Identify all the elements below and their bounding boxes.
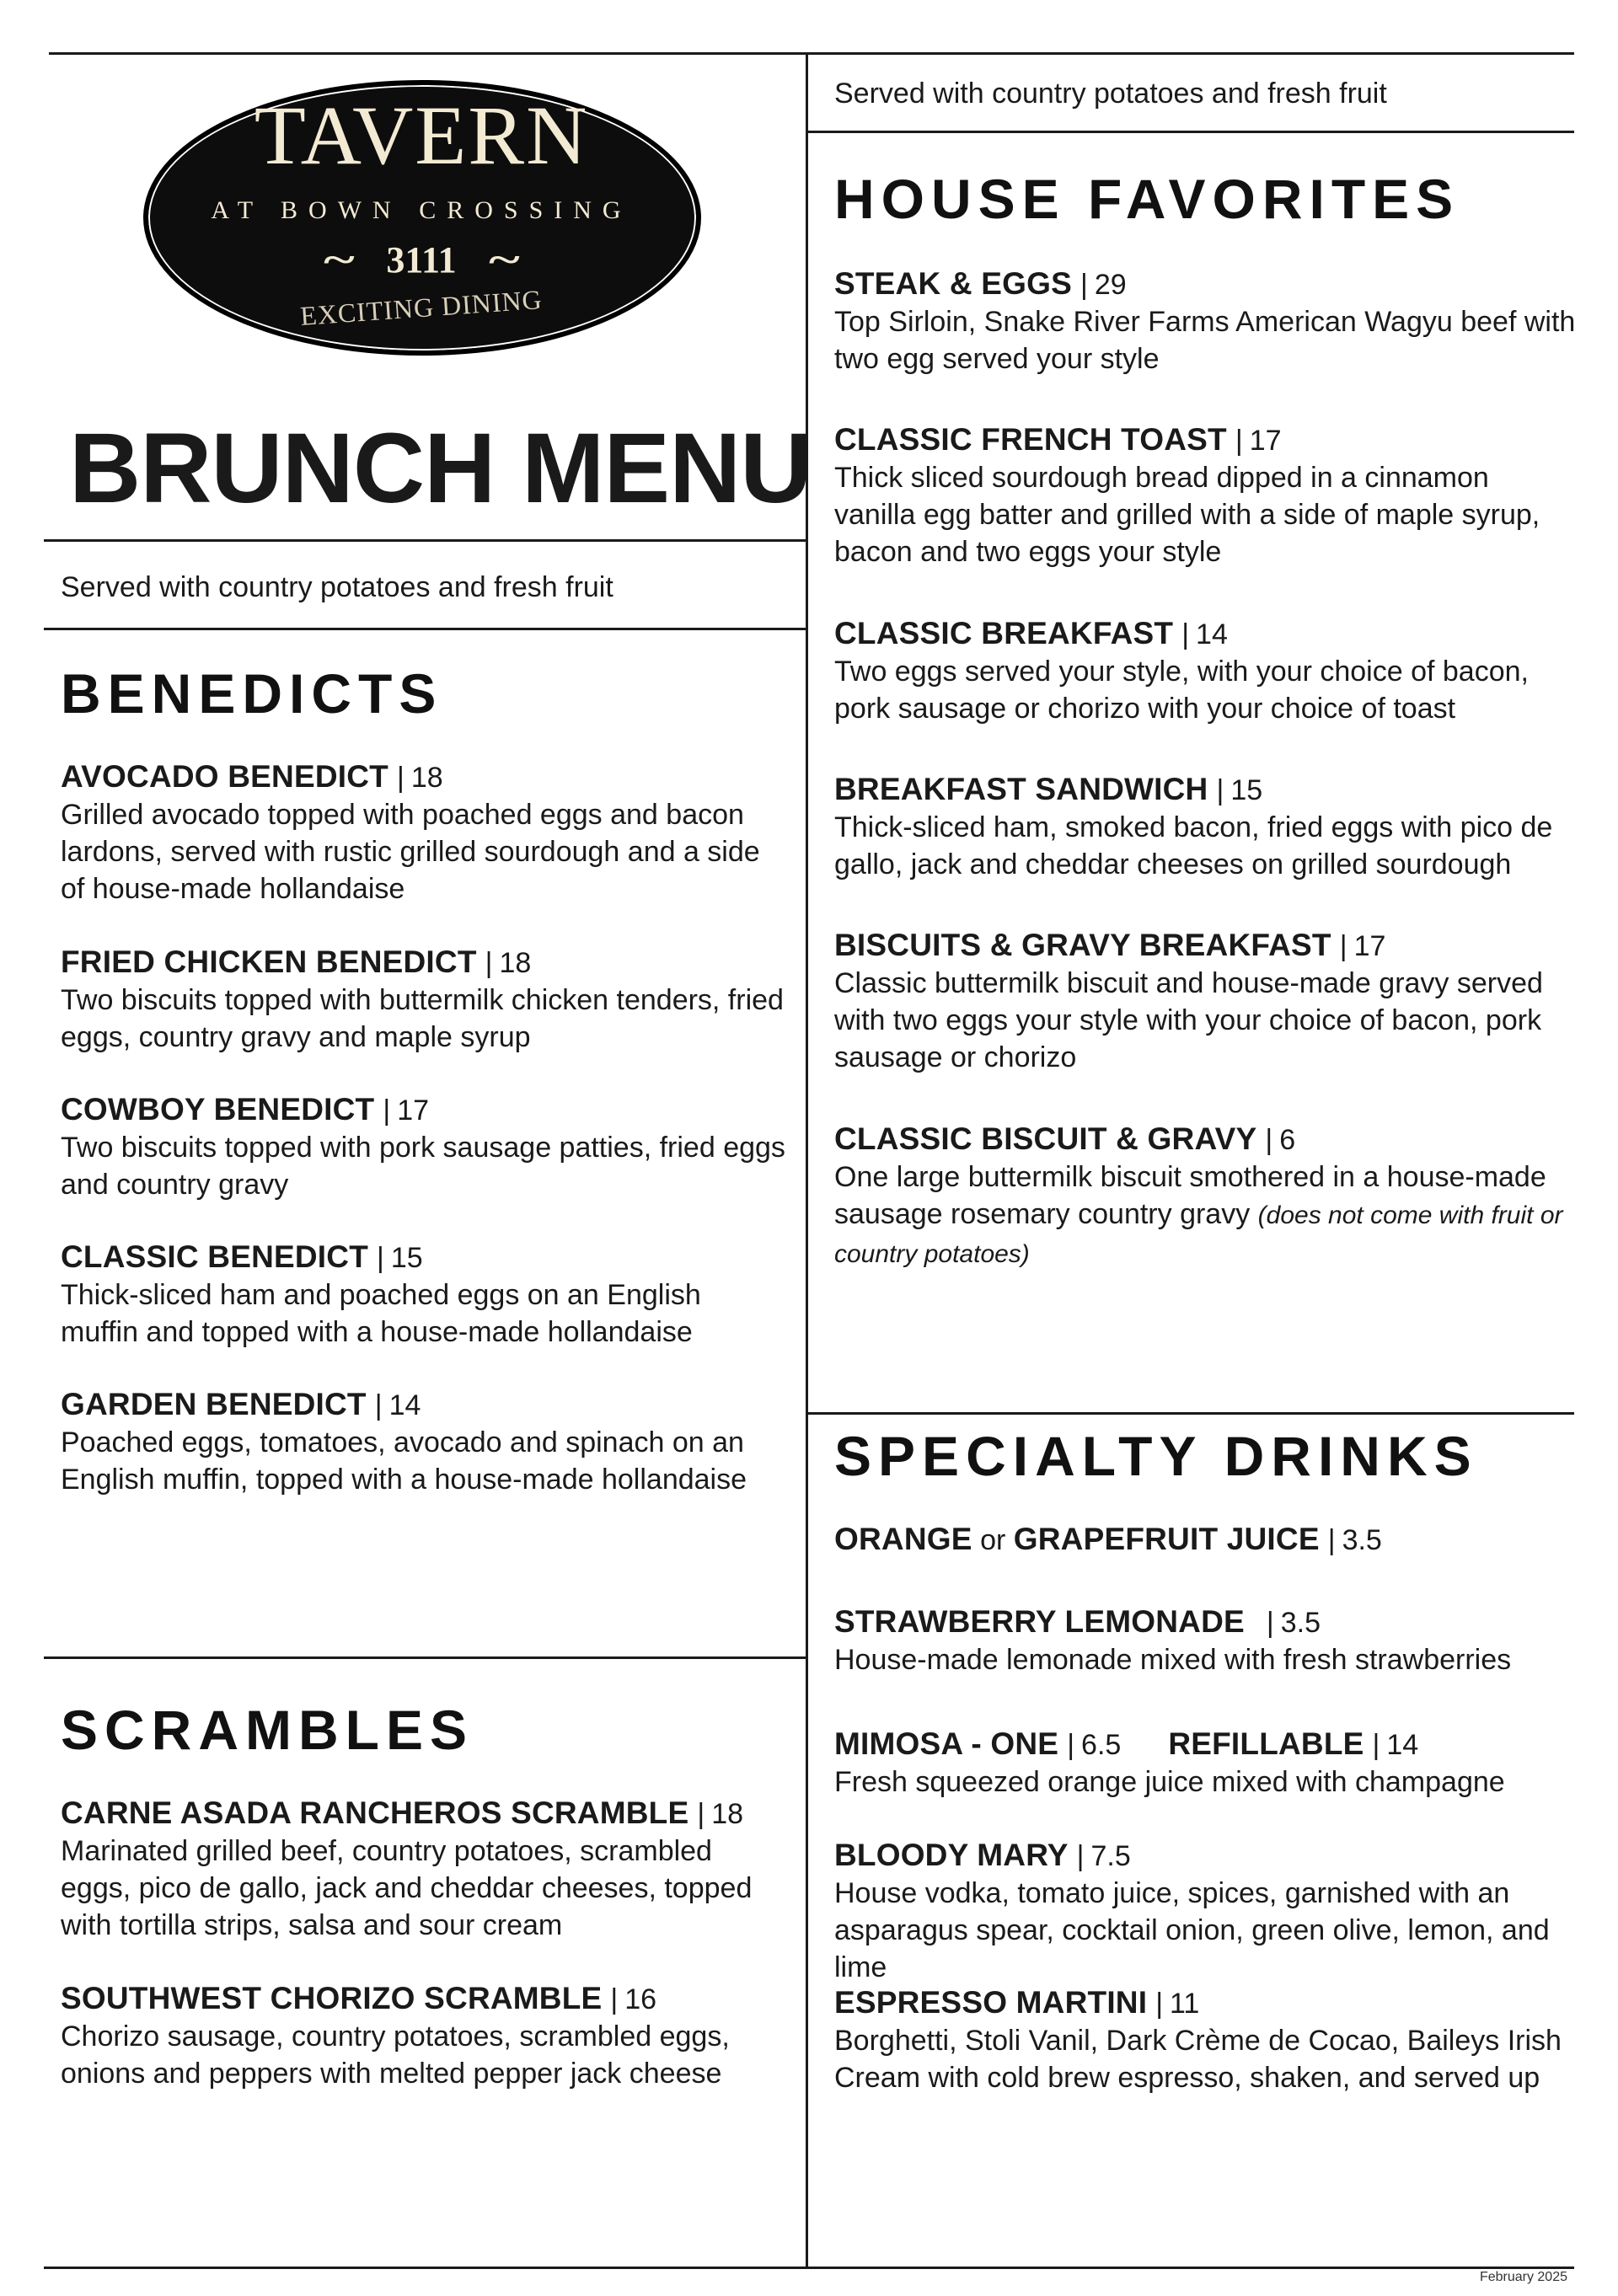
scrambles-title: SCRAMBLES — [61, 1699, 474, 1761]
logo — [135, 72, 708, 358]
item-price: 16 — [624, 1983, 657, 2015]
item-price: 14 — [1386, 1729, 1419, 1761]
item-note: (does not come with fruit or country potatoes) — [834, 1202, 1563, 1268]
menu-item: AVOCADO BENEDICT | 18 Grilled avocado topped with poached eggs and bacon lardons, served with rustic grilled sourdough and a side of house-made hollandaise — [61, 758, 785, 907]
item-desc: Grilled avocado topped with poached eggs and bacon lardons, served with rustic grilled sourdough and a side of house-made hollandaise — [61, 799, 760, 905]
benedicts-title: BENEDICTS — [61, 662, 443, 725]
left-rule-2 — [44, 628, 807, 630]
logo-number: 3111 — [386, 239, 457, 281]
menu-item: CLASSIC BISCUIT & GRAVY | 6 One large buttermilk biscuit smothered in a house-made sausage rosemary country gravy (does not come with fruit or country potatoes) — [834, 1121, 1563, 1268]
right-rule-1 — [807, 131, 1574, 133]
menu-item: SOUTHWEST CHORIZO SCRAMBLE | 16 Chorizo sausage, country potatoes, scrambled eggs, onions and peppers with melted pepper jack cheese — [61, 1980, 785, 2092]
logo-number-row — [135, 238, 708, 281]
item-price: 14 — [1196, 618, 1228, 650]
item-name: FRIED CHICKEN BENEDICT — [61, 945, 477, 979]
item-price: 3.5 — [1280, 1607, 1321, 1639]
item-name: BREAKFAST SANDWICH — [834, 772, 1208, 806]
logo-subtitle: AT BOWN CROSSING — [211, 196, 632, 224]
item-desc: House vodka, tomato juice, spices, garnished with an asparagus spear, cocktail onion, green olive, lemon, and lime — [834, 1877, 1550, 1983]
item-name: SOUTHWEST CHORIZO SCRAMBLE — [61, 1981, 603, 2015]
item-name: GARDEN BENEDICT — [61, 1387, 367, 1421]
right-note: Served with country potatoes and fresh fruit — [834, 78, 1387, 110]
top-rule — [49, 52, 1574, 55]
item-price: 14 — [388, 1389, 421, 1421]
menu-item: CLASSIC BREAKFAST | 14 Two eggs served your style, with your choice of bacon, pork sausage or chorizo with your choice of toast — [834, 615, 1576, 727]
item-or: or — [980, 1524, 1006, 1556]
menu-item: GARDEN BENEDICT | 14 Poached eggs, tomatoes, avocado and spinach on an English muffin, topped with a house-made hollandaise — [61, 1386, 785, 1498]
item-price: 29 — [1094, 269, 1127, 301]
item-name: REFILLABLE — [1168, 1726, 1364, 1761]
item-desc: Thick sliced sourdough bread dipped in a cinnamon vanilla egg batter and grilled with a side of maple syrup, bacon and two eggs your style — [834, 462, 1540, 568]
item-name: CLASSIC BENEDICT — [61, 1239, 368, 1274]
item-desc: One large buttermilk biscuit smothered in a house-made sausage rosemary country gravy — [834, 1161, 1546, 1230]
drink-item: ESPRESSO MARTINI | 11 Borghetti, Stoli Vanil, Dark Crème de Cocao, Baileys Irish Cream with cold brew espresso, shaken, and served up — [834, 1984, 1576, 2096]
item-desc: Two biscuits topped with pork sausage patties, fried eggs and country gravy — [61, 1132, 785, 1201]
item-price: 18 — [711, 1798, 744, 1830]
menu-item: BISCUITS & GRAVY BREAKFAST | 17 Classic buttermilk biscuit and house-made gravy served with two eggs your style with your choice of bacon, pork sausage or chorizo — [834, 927, 1576, 1076]
item-desc: Top Sirloin, Snake River Farms American Wagyu beef with two egg served your style — [834, 306, 1576, 375]
item-name: STEAK & EGGS — [834, 266, 1072, 301]
item-desc: Chorizo sausage, country potatoes, scrambled eggs, onions and peppers with melted pepper jack cheese — [61, 2020, 730, 2090]
item-desc: Two biscuits topped with buttermilk chicken tenders, fried eggs, country gravy and maple syrup — [61, 984, 784, 1053]
logo-tagline: EXCITING DINING — [299, 284, 544, 331]
item-desc: Poached eggs, tomatoes, avocado and spinach on an English muffin, topped with a house-made hollandaise — [61, 1426, 747, 1496]
specialty-drinks-title: SPECIALTY DRINKS — [834, 1425, 1478, 1487]
menu-item: FRIED CHICKEN BENEDICT | 18 Two biscuits topped with buttermilk chicken tenders, fried eggs, country gravy and maple syrup — [61, 944, 785, 1056]
item-desc: House-made lemonade mixed with fresh strawberries — [834, 1644, 1512, 1676]
item-name: AVOCADO BENEDICT — [61, 759, 388, 794]
item-name: COWBOY BENEDICT — [61, 1092, 375, 1127]
item-price: 18 — [410, 762, 443, 794]
item-name: BISCUITS & GRAVY BREAKFAST — [834, 928, 1331, 962]
swirl-right-icon: ~ — [488, 239, 520, 281]
item-name: CARNE ASADA RANCHEROS SCRAMBLE — [61, 1796, 689, 1830]
center-divider — [806, 52, 808, 2268]
item-name: ESPRESSO MARTINI — [834, 1985, 1148, 2020]
item-price: 6.5 — [1081, 1729, 1122, 1761]
menu-item: STEAK & EGGS | 29 Top Sirloin, Snake River Farms American Wagyu beef with two egg served your style — [834, 265, 1576, 377]
item-price: 15 — [390, 1242, 423, 1274]
left-rule-1 — [44, 539, 807, 542]
menu-item: COWBOY BENEDICT | 17 Two biscuits topped with pork sausage patties, fried eggs and country gravy — [61, 1091, 785, 1203]
item-desc: Borghetti, Stoli Vanil, Dark Crème de Cocao, Baileys Irish Cream with cold brew espresso, shaken, and served up — [834, 2025, 1562, 2094]
item-name: CLASSIC BISCUIT & GRAVY — [834, 1121, 1257, 1156]
item-desc: Fresh squeezed orange juice mixed with champagne — [834, 1766, 1505, 1798]
item-name: STRAWBERRY LEMONADE — [834, 1604, 1245, 1639]
item-price: 3.5 — [1342, 1524, 1382, 1556]
drink-item: ORANGE or GRAPEFRUIT JUICE | 3.5 — [834, 1522, 1382, 1556]
right-rule-2 — [807, 1412, 1574, 1415]
item-name: BLOODY MARY — [834, 1838, 1069, 1872]
house-favorites-title: HOUSE FAVORITES — [834, 168, 1460, 230]
item-price: 18 — [499, 947, 532, 979]
menu-item: CLASSIC BENEDICT | 15 Thick-sliced ham and poached eggs on an English muffin and topped with a house-made hollandaise — [61, 1239, 785, 1351]
item-price: 6 — [1279, 1124, 1296, 1156]
menu-item: BREAKFAST SANDWICH | 15 Thick-sliced ham, smoked bacon, fried eggs with pico de gallo, jack and cheddar cheeses on grilled sourdough — [834, 771, 1576, 883]
left-rule-3 — [44, 1656, 807, 1659]
item-price: 17 — [1353, 930, 1386, 962]
footer-date: February 2025 — [1479, 2270, 1567, 2284]
drink-item: MIMOSA - ONE | 6.5 REFILLABLE | 14 Fresh squeezed orange juice mixed with champagne — [834, 1726, 1576, 1801]
item-desc: Two eggs served your style, with your choice of bacon, pork sausage or chorizo with your choice of toast — [834, 656, 1529, 725]
item-price: 7.5 — [1090, 1840, 1131, 1872]
item-price: 15 — [1230, 774, 1263, 806]
item-price: 11 — [1170, 1988, 1200, 2020]
item-desc: Thick-sliced ham, smoked bacon, fried eggs with pico de gallo, jack and cheddar cheeses on grilled sourdough — [834, 811, 1553, 880]
item-desc: Classic buttermilk biscuit and house-made gravy served with two eggs your style with your choice of bacon, pork sausage or chorizo — [834, 967, 1543, 1073]
drink-item: STRAWBERRY LEMONADE | 3.5 House-made lemonade mixed with fresh strawberries — [834, 1603, 1576, 1678]
item-name: CLASSIC FRENCH TOAST — [834, 422, 1227, 457]
drink-item: BLOODY MARY | 7.5 House vodka, tomato juice, spices, garnished with an asparagus spear, cocktail onion, green olive, lemon, and lime — [834, 1837, 1576, 1986]
item-name: MIMOSA - ONE — [834, 1726, 1059, 1761]
bottom-rule — [44, 2267, 1574, 2269]
page-title: BRUNCH MENU — [69, 413, 812, 524]
item-desc: Marinated grilled beef, country potatoes, scrambled eggs, pico de gallo, jack and cheddar cheeses, topped with tortilla strips, salsa and sour cream — [61, 1835, 753, 1941]
item-desc: Thick-sliced ham and poached eggs on an English muffin and topped with a house-made hollandaise — [61, 1279, 701, 1348]
menu-item: CARNE ASADA RANCHEROS SCRAMBLE | 18 Marinated grilled beef, country potatoes, scrambled eggs, pico de gallo, jack and cheddar cheeses, topped with tortilla strips, salsa and sour cream — [61, 1795, 785, 1944]
swirl-left-icon: ~ — [323, 239, 355, 281]
left-note: Served with country potatoes and fresh fruit — [61, 571, 613, 603]
item-price: 17 — [1249, 425, 1282, 457]
item-price: 17 — [397, 1094, 430, 1127]
item-name: CLASSIC BREAKFAST — [834, 616, 1174, 650]
logo-title: TAVERN — [254, 88, 589, 182]
menu-item: CLASSIC FRENCH TOAST | 17 Thick sliced sourdough bread dipped in a cinnamon vanilla egg batter and grilled with a side of maple syrup, bacon and two eggs your style — [834, 421, 1576, 570]
item-name: ORANGE — [834, 1522, 972, 1556]
item-name: GRAPEFRUIT JUICE — [1013, 1522, 1320, 1556]
